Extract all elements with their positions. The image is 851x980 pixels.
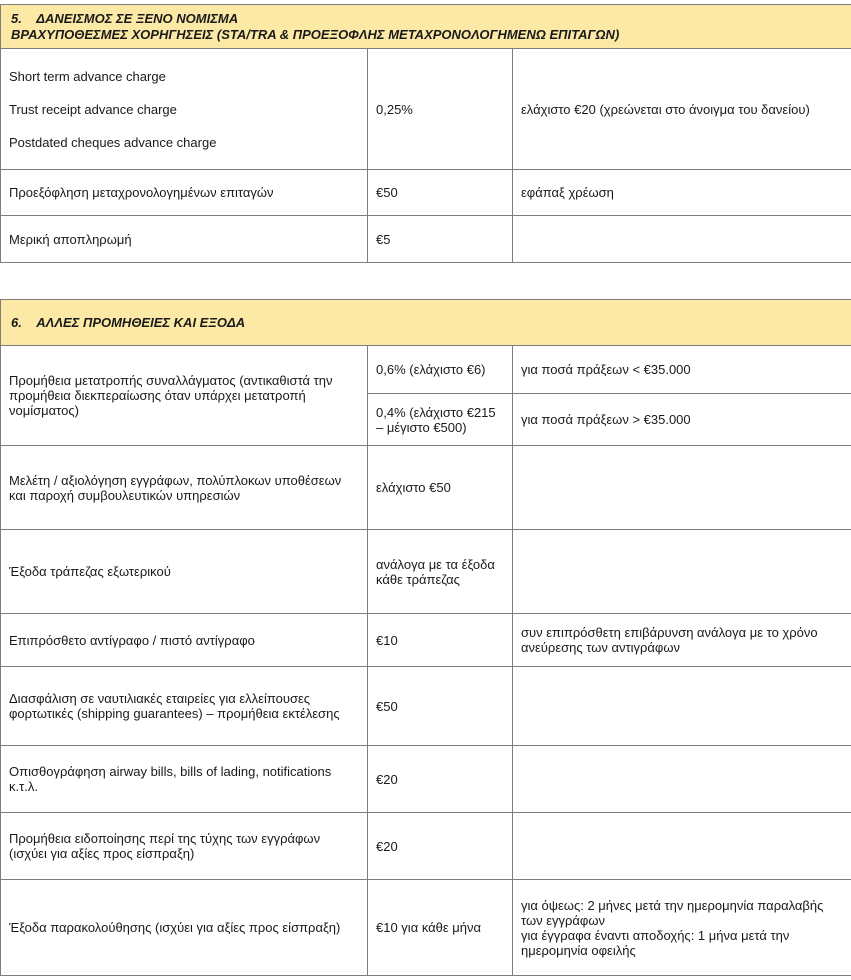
desc-cell: Μελέτη / αξιολόγηση εγγράφων, πολύπλοκων υποθέσεων και παροχή συμβουλευτικών υπηρεσιών (1, 446, 368, 530)
note-cell (513, 667, 851, 746)
section-6-title-text: ΑΛΛΕΣ ΠΡΟΜΗΘΕΙΕΣ ΚΑΙ ΕΞΟΔΑ (36, 314, 246, 330)
fee-tier-2: 0,4% (ελάχιστο €215 – μέγιστο €500) (376, 404, 496, 435)
table-row (1, 880, 851, 976)
fee-cell: €10 για κάθε μήνα (368, 880, 513, 976)
note-tier-2: για ποσά πράξεων > €35.000 (521, 412, 691, 427)
section-5-title-line2: ΒΡΑΧΥΠΟΘΕΣΜΕΣ ΧΟΡΗΓΗΣΕΙΣ (STA/TRA & ΠΡΟΕΞΟΦΛΗΣ ΜΕΤΑΧΡΟΝΟΛΟΓΗΜΕΝΩ ΕΠΙΤΑΓΩΝ) (11, 26, 620, 42)
table-row (1, 614, 851, 667)
section-5-table (0, 4, 851, 263)
table-row (1, 813, 851, 880)
table-row (1, 530, 851, 614)
section-5-number: 5. (11, 10, 22, 26)
desc-cell: Επιπρόσθετο αντίγραφο / πιστό αντίγραφο (1, 614, 368, 667)
table-row (1, 667, 851, 746)
section-6-table (0, 299, 851, 976)
note-line: για έγγραφα έναντι αποδοχής: 1 μήνα μετά την ημερομηνία οφειλής (521, 927, 790, 958)
section-6-title (1, 300, 851, 346)
desc-cell: Οπισθογράφηση airway bills, bills of lading, notifications κ.τ.λ. (1, 746, 368, 813)
desc-cell: Προεξόφληση μεταχρονολογημένων επιταγών (1, 170, 368, 216)
desc-cell: Διασφάλιση σε ναυτιλιακές εταιρείες για ελλείπουσες φορτωτικές (shipping guarantees) – προμήθεια εκτέλεσης (1, 667, 368, 746)
table-row (1, 346, 851, 446)
table-row (1, 170, 851, 216)
note-cell: εφάπαξ χρέωση (513, 170, 851, 216)
fee-cell: €20 (368, 813, 513, 880)
advance-item: Short term advance charge (9, 68, 166, 84)
desc-cell: Προμήθεια ειδοποίησης περί της τύχης των εγγράφων (ισχύει για αξίες προς είσπραξη) (1, 813, 368, 880)
fee-cell: ελάχιστο €50 (368, 446, 513, 530)
fee-cell: €50 (368, 170, 513, 216)
desc-cell: Έξοδα παρακολούθησης (ισχύει για αξίες προς είσπραξη) (1, 880, 368, 976)
fee-cell: ανάλογα με τα έξοδα κάθε τράπεζας (368, 530, 513, 614)
note-stack-cell (513, 346, 851, 446)
table-row (1, 446, 851, 530)
fee-cell: 0,25% (368, 49, 513, 170)
section-6-header (1, 300, 851, 346)
note-cell (513, 813, 851, 880)
table-row (1, 746, 851, 813)
fee-cell: €50 (368, 667, 513, 746)
note-cell (513, 446, 851, 530)
note-cell (513, 216, 851, 263)
note-line: για όψεως: 2 μήνες μετά την ημερομηνία παραλαβής των εγγράφων (521, 897, 824, 928)
section-5-title-line1: ΔΑΝΕΙΣΜΟΣ ΣΕ ΞΕΝΟ ΝΟΜΙΣΜΑ (36, 10, 239, 26)
note-tier-1: για ποσά πράξεων < €35.000 (513, 346, 851, 394)
section-5-title (1, 5, 851, 49)
fee-tier-1: 0,6% (ελάχιστο €6) (368, 346, 512, 394)
section-6-number: 6. (11, 314, 22, 330)
advance-item: Trust receipt advance charge (9, 101, 177, 117)
note-cell (513, 530, 851, 614)
fee-cell: €10 (368, 614, 513, 667)
desc-cell: Μερική αποπληρωμή (1, 216, 368, 263)
note-cell: συν επιπρόσθετη επιβάρυνση ανάλογα με το χρόνο ανεύρεσης των αντιγράφων (513, 614, 851, 667)
table-row (1, 216, 851, 263)
fee-stack-cell (368, 346, 513, 446)
desc-cell: Προμήθεια μετατροπής συναλλάγματος (αντικαθιστά την προμήθεια διεκπεραίωσης όταν υπάρχει μετατροπή νομίσματος) (1, 346, 368, 446)
section-5-header (1, 5, 851, 49)
advance-item: Postdated cheques advance charge (9, 134, 217, 150)
note-cell (513, 746, 851, 813)
advance-charges-cell (1, 49, 368, 170)
desc-cell: Έξοδα τράπεζας εξωτερικού (1, 530, 368, 614)
table-row (1, 49, 851, 170)
note-cell (513, 880, 851, 976)
note-cell: ελάχιστο €20 (χρεώνεται στο άνοιγμα του δανείου) (513, 49, 851, 170)
fee-cell: €5 (368, 216, 513, 263)
fee-cell: €20 (368, 746, 513, 813)
